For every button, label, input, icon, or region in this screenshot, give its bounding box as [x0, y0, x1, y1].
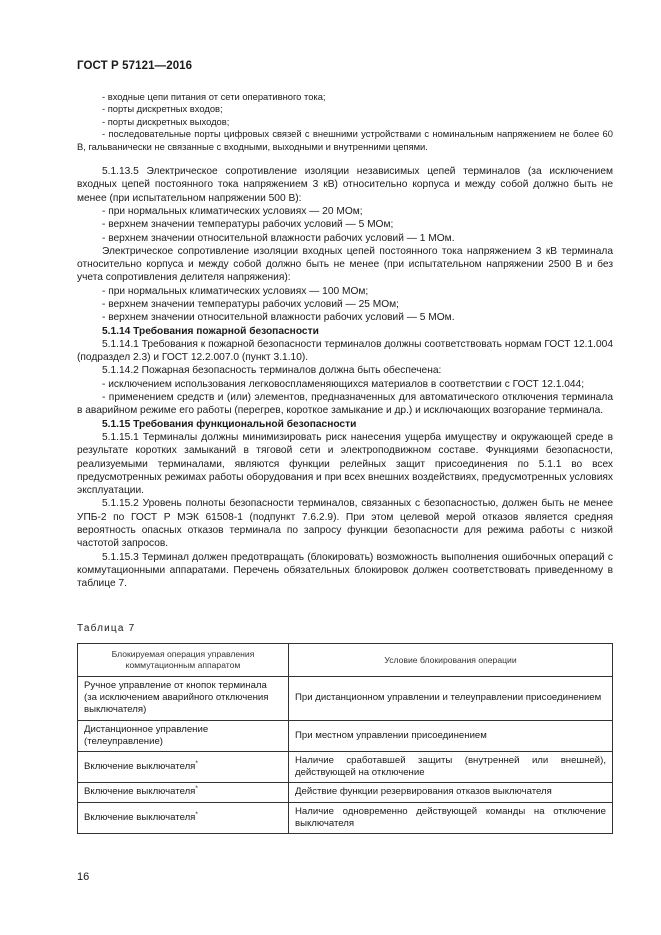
paragraph-dc-insulation: Электрическое сопротивление изоляции входных цепей постоянного тока напряжением 3 кВ терминала относительно корпуса и между собой должно быть не менее (при испытательном напряжении 2500 В и без учета сопротивления делителя напряжения):: [77, 245, 613, 284]
list-item: - верхнем значении температуры рабочих условий — 5 МОм;: [102, 219, 394, 231]
table-cell: [78, 720, 289, 751]
page-body: [77, 91, 613, 591]
table-row: [78, 802, 613, 833]
cell-text: Дистанционное управление (телеуправление): [84, 723, 209, 747]
footnote-mark: *: [195, 785, 198, 793]
section-heading-5-1-14: 5.1.14 Требования пожарной безопасности: [102, 325, 319, 337]
cell-text: Включение выключателя: [84, 811, 196, 823]
document-header: ГОСТ Р 57121—2016: [77, 60, 193, 72]
page-number: 16: [77, 871, 90, 883]
paragraph-5-1-13-5: 5.1.13.5 Электрическое сопротивление изоляции независимых цепей терминалов (за исключением входных цепей постоянного тока напряжением 3 кВ) относительно корпуса и между собой должно быть не менее (при испытательном напряжении 500 В):: [77, 166, 613, 204]
cell-text: Включение выключателя: [84, 786, 196, 798]
paragraph-5-1-14-2: 5.1.14.2 Пожарная безопасность терминалов должна быть обеспечена:: [102, 365, 442, 377]
table-row: [78, 720, 613, 751]
footnote-mark: *: [195, 810, 198, 818]
list-item: - при нормальных климатических условиях — 20 МОм;: [102, 205, 363, 217]
paragraph-5-1-15-2: 5.1.15.2 Уровень полноты безопасности терминалов, связанных с безопасностью, должен быть не менее УПБ-2 по ГОСТ Р МЭК 61508-1 (подпункт 7.6.2.9). При этом целевой мерой отказов является средняя вероятность опасных отказов терминала по запросу функции безопасности для режима работы с низкой частотой запросов.: [77, 498, 613, 550]
table-header-row: [78, 644, 613, 677]
list-item: - верхнем значении температуры рабочих условий — 25 МОм;: [102, 299, 399, 310]
list-item: - последовательные порты цифровых связей с внешними устройствами с номинальным напряжением не более 60 В, гальванически не связанные с входными, выходными и внутренними цепями.: [77, 128, 613, 152]
list-item: - порты дискретных выходов;: [102, 115, 230, 127]
table-cell: [78, 783, 289, 802]
table-caption: Таблица 7: [77, 623, 136, 634]
list-item: - исключением использования легковоспламеняющихся материалов в соответствии с ГОСТ 12.1.044;: [102, 378, 585, 390]
table-cell: [78, 677, 289, 721]
table-row: [78, 752, 613, 783]
section-heading-5-1-15: 5.1.15 Требования функциональной безопасности: [102, 418, 357, 430]
cell-text: Ручное управление от кнопок терминала (за исключением аварийного отключения выключателя): [84, 680, 269, 716]
table-row: [78, 677, 613, 721]
table-cell: [78, 802, 289, 833]
paragraph-5-1-14-1: 5.1.14.1 Требования к пожарной безопасности терминалов должны соответствовать нормам ГОСТ 12.1.004 (подраздел 2.3) и ГОСТ 12.2.007.0 (пункт 3.1.10).: [77, 338, 613, 364]
table-cell: Наличие сработавшей защиты (внутренней или внешней), действующей на отключение: [289, 752, 613, 783]
list-item: - применением средств и (или) элементов, предназначенных для автоматического отключения терминала в аварийном режиме его работы (перегрев, короткое замыкание и др.) и исключающих возгорание терминала.: [77, 392, 613, 417]
column-header: Условие блокирования операции: [289, 644, 613, 677]
list-item: - верхнем значении относительной влажности рабочих условий — 5 МОм.: [102, 312, 455, 324]
table-cell: При дистанционном управлении и телеуправлении присоединением: [289, 677, 613, 721]
cell-text: Включение выключателя: [84, 761, 196, 773]
column-header: Блокируемая операция управления коммутационным аппаратом: [78, 644, 289, 677]
table-row: [78, 783, 613, 802]
table-cell: При местном управлении присоединением: [289, 720, 613, 751]
list-item: - порты дискретных входов;: [102, 103, 223, 115]
table-cell: Наличие одновременно действующей команды на отключение выключателя: [289, 802, 613, 833]
list-item: - верхнем значении относительной влажности рабочих условий — 1 МОм.: [102, 232, 455, 244]
list-item: - входные цепи питания от сети оперативного тока;: [102, 91, 326, 102]
table-cell: Действие функции резервирования отказов выключателя: [289, 783, 613, 802]
footnote-mark: *: [195, 760, 198, 768]
paragraph-5-1-15-3: 5.1.15.3 Терминал должен предотвращать (блокировать) возможность выполнения ошибочных операций с коммутационными аппаратами. Перечень обязательных блокировок должен соответствовать приведенному в таблице 7.: [77, 551, 613, 590]
interlock-table: [77, 643, 613, 834]
list-item: - при нормальных климатических условиях — 100 МОм;: [102, 285, 369, 297]
paragraph-5-1-15-1: 5.1.15.1 Терминалы должны минимизировать риск нанесения ущерба имуществу и окружающей среде в результате коротких замыканий в тяговой сети и электроподвижном составе. Функциями безопасности, реализуемыми терминалами, являются функции релейных защит присоединения по 5.1.1 во всех предусмотренных режимах работы оборудования и при всех внешних воздействиях, предусмотренных условиях эксплуатации.: [77, 431, 613, 497]
table-cell: [78, 752, 289, 783]
